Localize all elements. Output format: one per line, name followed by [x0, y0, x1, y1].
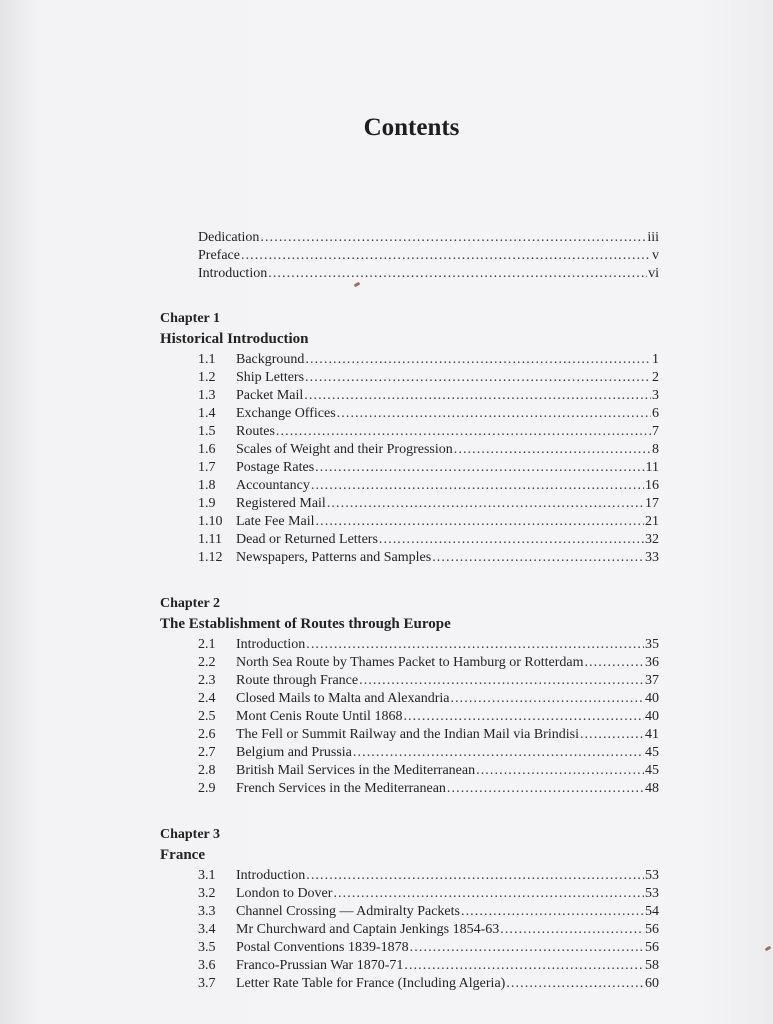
- entry-title: London to Dover: [236, 886, 333, 901]
- toc-entry: [198, 744, 659, 762]
- entry-number: 2.6: [198, 727, 216, 742]
- entry-title: The Fell or Summit Railway and the Indian Mail via Brindisi: [236, 727, 579, 742]
- dot-leader: [461, 903, 644, 921]
- entry-title: Route through France: [236, 673, 359, 688]
- entry-number: 2.8: [198, 763, 216, 778]
- toc-entry: [198, 726, 659, 744]
- toc-entry: [198, 654, 659, 672]
- entry-title: Preface: [198, 248, 240, 263]
- entry-number: 3.5: [198, 940, 216, 955]
- dot-leader: [260, 229, 646, 247]
- entry-number: 2.1: [198, 637, 216, 652]
- entry-title: Postal Conventions 1839-1878: [236, 940, 409, 955]
- dot-leader: [268, 265, 647, 283]
- entry-number: 1.9: [198, 496, 216, 511]
- toc-entry: [198, 636, 659, 654]
- toc-entry: [198, 477, 659, 495]
- dot-leader: [379, 531, 644, 549]
- toc-entry: [198, 957, 659, 975]
- toc-entry: [198, 513, 659, 531]
- chapter-1: [160, 310, 660, 567]
- toc-entry: [198, 459, 659, 477]
- dot-leader: [337, 405, 651, 423]
- entry-title: Registered Mail: [236, 496, 326, 511]
- toc-entry: [198, 441, 659, 459]
- entry-title: Franco-Prussian War 1870-71: [236, 958, 404, 973]
- entry-title: Channel Crossing — Admiralty Packets: [236, 904, 460, 919]
- chapter-title: Historical Introduction: [160, 331, 309, 347]
- chapter-entries: [198, 867, 659, 993]
- entry-number: 2.4: [198, 691, 216, 706]
- entry-title: Mont Cenis Route Until 1868: [236, 709, 403, 724]
- entry-number: 3.3: [198, 904, 216, 919]
- entry-page: 54: [645, 904, 659, 919]
- entry-number: 1.5: [198, 424, 216, 439]
- entry-title: French Services in the Mediterranean: [236, 781, 446, 796]
- entry-page: v: [652, 248, 659, 263]
- toc-entry: [198, 672, 659, 690]
- dot-leader: [276, 423, 651, 441]
- entry-title: Scales of Weight and their Progression: [236, 442, 453, 457]
- entry-page: 60: [645, 976, 659, 991]
- entry-page: 17: [645, 496, 659, 511]
- dot-leader: [403, 708, 644, 726]
- entry-page: 21: [645, 514, 659, 529]
- dot-leader: [454, 441, 651, 459]
- entry-number: 1.7: [198, 460, 216, 475]
- entry-page: 45: [645, 763, 659, 778]
- entry-title: Packet Mail: [236, 388, 304, 403]
- front-matter-item: [198, 265, 659, 283]
- chapter-title: The Establishment of Routes through Europe: [160, 616, 451, 632]
- entry-page: 8: [652, 442, 659, 457]
- entry-title: Introduction: [198, 266, 268, 281]
- entry-number: 3.2: [198, 886, 216, 901]
- entry-number: 1.8: [198, 478, 216, 493]
- entry-title: Ship Letters: [236, 370, 305, 385]
- toc-entry: [198, 885, 659, 903]
- dot-leader: [410, 939, 644, 957]
- chapter-3: [160, 826, 660, 993]
- entry-page: 56: [645, 940, 659, 955]
- entry-number: 1.4: [198, 406, 216, 421]
- dot-leader: [500, 921, 644, 939]
- entry-page: 3: [652, 388, 659, 403]
- chapter-label: Chapter 3: [160, 827, 221, 842]
- entry-number: 1.3: [198, 388, 216, 403]
- entry-title: Introduction: [236, 868, 306, 883]
- entry-page: 40: [645, 709, 659, 724]
- entry-page: 1: [652, 352, 659, 367]
- chapter-title: France: [160, 847, 205, 863]
- dot-leader: [353, 744, 644, 762]
- dot-leader: [305, 369, 651, 387]
- dot-leader: [404, 957, 644, 975]
- entry-page: iii: [647, 230, 659, 245]
- entry-title: Dead or Returned Letters: [236, 532, 378, 547]
- entry-title: North Sea Route by Thames Packet to Hamburg or Rotterdam: [236, 655, 584, 670]
- toc-entry: [198, 549, 659, 567]
- entry-page: 36: [645, 655, 659, 670]
- entry-number: 2.3: [198, 673, 216, 688]
- entry-title: Belgium and Prussia: [236, 745, 352, 760]
- toc-entry: [198, 405, 659, 423]
- toc-entry: [198, 531, 659, 549]
- dot-leader: [327, 495, 644, 513]
- front-matter-item: [198, 229, 659, 247]
- entry-page: 37: [645, 673, 659, 688]
- entry-title: Routes: [236, 424, 275, 439]
- chapter-2: [160, 595, 660, 798]
- toc-entry: [198, 495, 659, 513]
- dot-leader: [580, 726, 644, 744]
- toc-entry: [198, 975, 659, 993]
- front-matter-list: [198, 229, 659, 283]
- entry-page: 16: [645, 478, 659, 493]
- chapter-entries: [198, 636, 659, 798]
- entry-title: Late Fee Mail: [236, 514, 315, 529]
- toc-entry: [198, 780, 659, 798]
- entry-page: 11: [645, 460, 659, 475]
- entry-page: 48: [645, 781, 659, 796]
- entry-page: 2: [652, 370, 659, 385]
- entry-number: 1.1: [198, 352, 216, 367]
- entry-number: 2.2: [198, 655, 216, 670]
- toc-entry: [198, 921, 659, 939]
- toc-entry: [198, 903, 659, 921]
- toc-entry: [198, 690, 659, 708]
- entry-page: 6: [652, 406, 659, 421]
- entry-page: 35: [645, 637, 659, 652]
- page-title: Contents: [363, 114, 460, 141]
- entry-title: Postage Rates: [236, 460, 315, 475]
- dot-leader: [315, 459, 644, 477]
- dot-leader: [306, 867, 644, 885]
- entry-page: 7: [652, 424, 659, 439]
- entry-number: 1.6: [198, 442, 216, 457]
- entry-title: Letter Rate Table for France (Including Algeria): [236, 976, 506, 991]
- dot-leader: [304, 387, 651, 405]
- entry-page: 41: [645, 727, 659, 742]
- chapter-label: Chapter 2: [160, 596, 221, 611]
- dot-leader: [447, 780, 644, 798]
- entry-page: 58: [645, 958, 659, 973]
- entry-title: Accountancy: [236, 478, 310, 493]
- chapter-entries: [198, 351, 659, 567]
- entry-title: Exchange Offices: [236, 406, 336, 421]
- toc-entry: [198, 939, 659, 957]
- dot-leader: [241, 247, 651, 265]
- entry-number: 3.6: [198, 958, 216, 973]
- entry-number: 3.1: [198, 868, 216, 883]
- entry-title: Newspapers, Patterns and Samples: [236, 550, 432, 565]
- entry-number: 1.12: [198, 550, 223, 565]
- entry-page: 53: [645, 886, 659, 901]
- entry-title: Dedication: [198, 230, 260, 245]
- dot-leader: [333, 885, 644, 903]
- toc-entry: [198, 423, 659, 441]
- dot-leader: [311, 477, 644, 495]
- dot-leader: [306, 636, 644, 654]
- entry-page: 33: [645, 550, 659, 565]
- dot-leader: [359, 672, 644, 690]
- entry-page: vi: [648, 266, 659, 281]
- entry-page: 45: [645, 745, 659, 760]
- entry-page: 53: [645, 868, 659, 883]
- toc-entry: [198, 351, 659, 369]
- entry-number: 3.7: [198, 976, 216, 991]
- entry-page: 40: [645, 691, 659, 706]
- dot-leader: [305, 351, 651, 369]
- entry-title: Background: [236, 352, 305, 367]
- dot-leader: [450, 690, 644, 708]
- entry-number: 1.11: [198, 532, 222, 547]
- toc-entry: [198, 762, 659, 780]
- front-matter-item: [198, 247, 659, 265]
- dot-leader: [506, 975, 644, 993]
- entry-page: 32: [645, 532, 659, 547]
- entry-number: 2.7: [198, 745, 216, 760]
- entry-number: 2.9: [198, 781, 216, 796]
- dot-leader: [316, 513, 644, 531]
- chapter-label: Chapter 1: [160, 311, 221, 326]
- entry-page: 56: [645, 922, 659, 937]
- entry-title: Mr Churchward and Captain Jenkings 1854-63: [236, 922, 500, 937]
- entry-title: British Mail Services in the Mediterranean: [236, 763, 476, 778]
- toc-entry: [198, 387, 659, 405]
- entry-number: 2.5: [198, 709, 216, 724]
- toc-entry: [198, 867, 659, 885]
- entry-number: 3.4: [198, 922, 216, 937]
- dot-leader: [584, 654, 644, 672]
- toc-entry: [198, 369, 659, 387]
- dot-leader: [476, 762, 644, 780]
- entry-title: Introduction: [236, 637, 306, 652]
- entry-number: 1.2: [198, 370, 216, 385]
- entry-title: Closed Mails to Malta and Alexandria: [236, 691, 450, 706]
- ink-speck: [765, 946, 772, 952]
- dot-leader: [432, 549, 644, 567]
- entry-number: 1.10: [198, 514, 223, 529]
- toc-entry: [198, 708, 659, 726]
